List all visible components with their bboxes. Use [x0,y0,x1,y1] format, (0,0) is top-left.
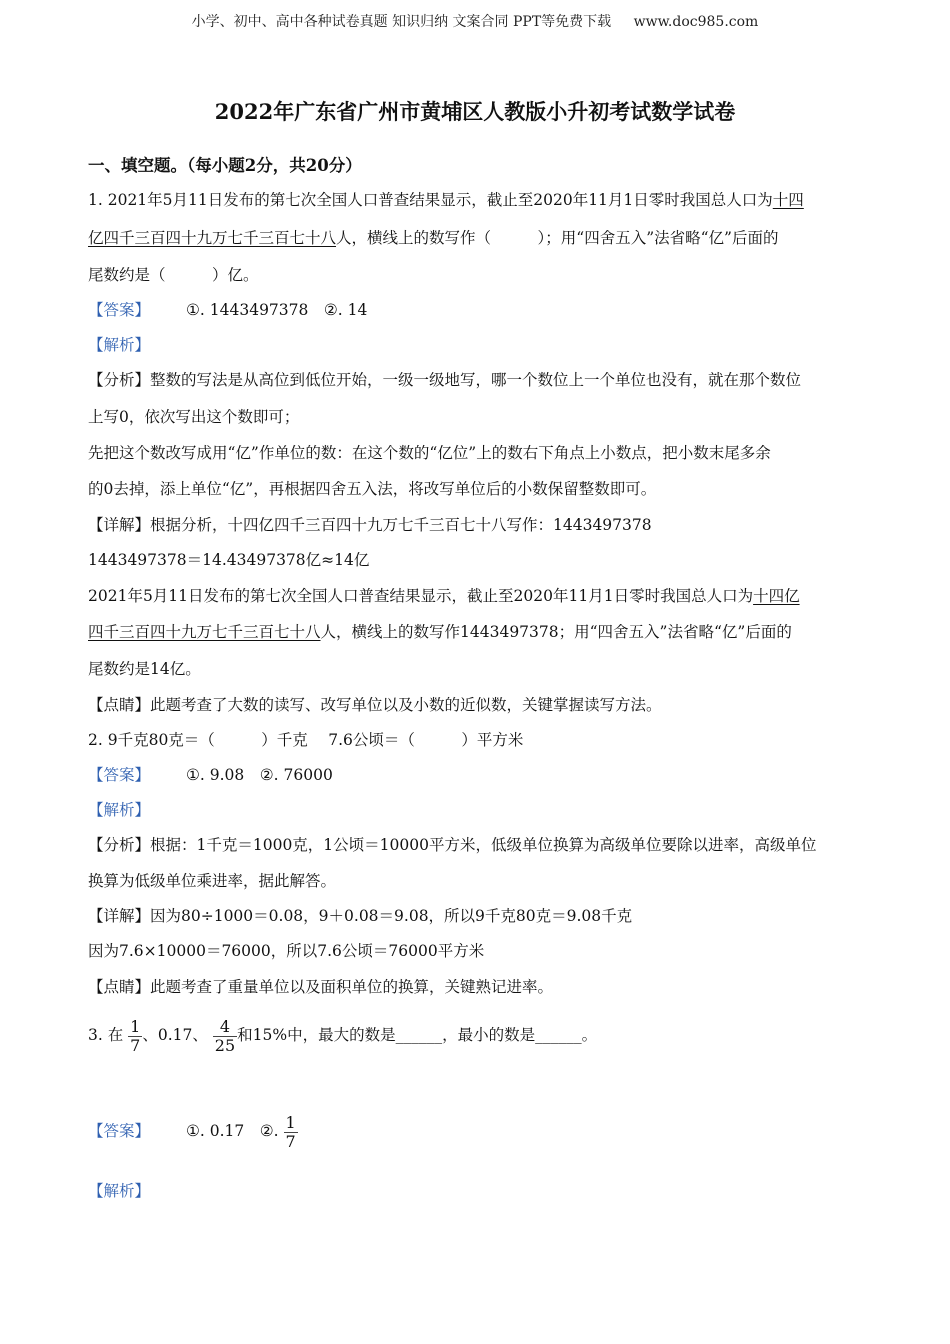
q2-analysis-tag: 【解析】 [88,801,151,819]
q3-answer: 【答案】 ①. 0.17 ②. $\frac{1}{7}$ [88,1112,296,1151]
q2-point: 【点睛】此题考查了重量单位以及面积单位的换算，关键熟记进率。 [88,978,554,996]
q3-question: 3. 在 $\frac{1}{7}$ 、0.17、 $\frac{4}{25}$ 和15%中，最大的数是______，最小的数是______。 [88,1016,598,1055]
q1-point: 【点睛】此题考查了大数的读写、改写单位以及小数的近似数，关键掌握读写方法。 [88,696,662,714]
q1-line-1: 1. 2021年5月11日发布的第七次全国人口普查结果显示，截止至2020年11月1日零时我国总人口为十四 [88,191,804,209]
header-text: 小学、初中、高中各种试卷真题 知识归纳 文案合同 PPT等免费下载 [191,14,612,30]
q1-answer: 【答案】 ①. 1443497378 ②. 14 [88,301,368,319]
q1-analysis-tag: 【解析】 [88,336,151,354]
q1-analysis-1: 【分析】整数的写法是从高位到低位开始，一级一级地写，哪一个数位上一个单位也没有，就在那个数位 [88,371,802,389]
fraction-four-twentyfifths: $\frac{4}{25}$ [214,1016,236,1055]
q1-line-2: 亿四千三百四十九万七千三百七十八人，横线上的数写作（ ）；用“四舍五入”法省略“亿”后面的 [88,229,779,247]
q1-detail-5: 尾数约是14亿。 [88,660,201,678]
page-header [0,12,950,32]
page-title: 2022年广东省广州市黄埔区人教版小升初考试数学试卷 [214,99,736,124]
fraction-one-seventh: $\frac{1}{7}$ [130,1016,141,1055]
q1-line-3: 尾数约是（ ）亿。 [88,266,259,284]
q1-analysis-2: 上写0，依次写出这个数即可； [88,408,300,426]
q2-detail-1: 【详解】因为80÷1000＝0.08，9＋0.08＝9.08，所以9千克80克＝9.08千克 [88,907,633,925]
q1-analysis-3: 先把这个数改写成用“亿”作单位的数：在这个数的“亿位”上的数右下角点上小数点，把小数末尾多余 [88,444,771,462]
q1-detail-1: 【详解】根据分析，十四亿四千三百四十九万七千三百七十八写作：1443497378 [88,516,652,534]
answer-tag: 【答案】 [88,1122,151,1140]
answer-tag: 【答案】 [88,301,151,319]
q2-analysis-2: 换算为低级单位乘进率，据此解答。 [88,872,337,890]
q2-analysis-1: 【分析】根据：1千克＝1000克，1公顷＝10000平方米，低级单位换算为高级单位要除以进率，高级单位 [88,836,817,854]
q3-analysis-tag: 【解析】 [88,1182,151,1200]
answer-tag: 【答案】 [88,766,151,784]
q1-detail-4: 四千三百四十九万七千三百七十八人，横线上的数写作1443497378；用“四舍五入”法省略“亿”后面的 [88,623,792,641]
q1-analysis-4: 的0去掉，添上单位“亿”，再根据四舍五入法，将改写单位后的小数保留整数即可。 [88,480,657,498]
q1-detail-3: 2021年5月11日发布的第七次全国人口普查结果显示，截止至2020年11月1日零时我国总人口为十四亿 [88,587,800,605]
q2-answer: 【答案】 ①. 9.08 ②. 76000 [88,766,333,784]
q2-question: 2. 9千克80克＝（ ）千克 7.6公顷＝（ ）平方米 [88,731,524,749]
answer-fraction: $\frac{1}{7}$ [285,1112,296,1151]
q1-detail-2: 1443497378＝14.43497378亿≈14亿 [88,551,370,569]
q2-detail-2: 因为7.6×10000＝76000，所以7.6公顷＝76000平方米 [88,942,485,960]
section-heading: 一、填空题。（每小题2分，共20分） [88,156,362,175]
header-site: www.doc985.com [633,14,759,30]
